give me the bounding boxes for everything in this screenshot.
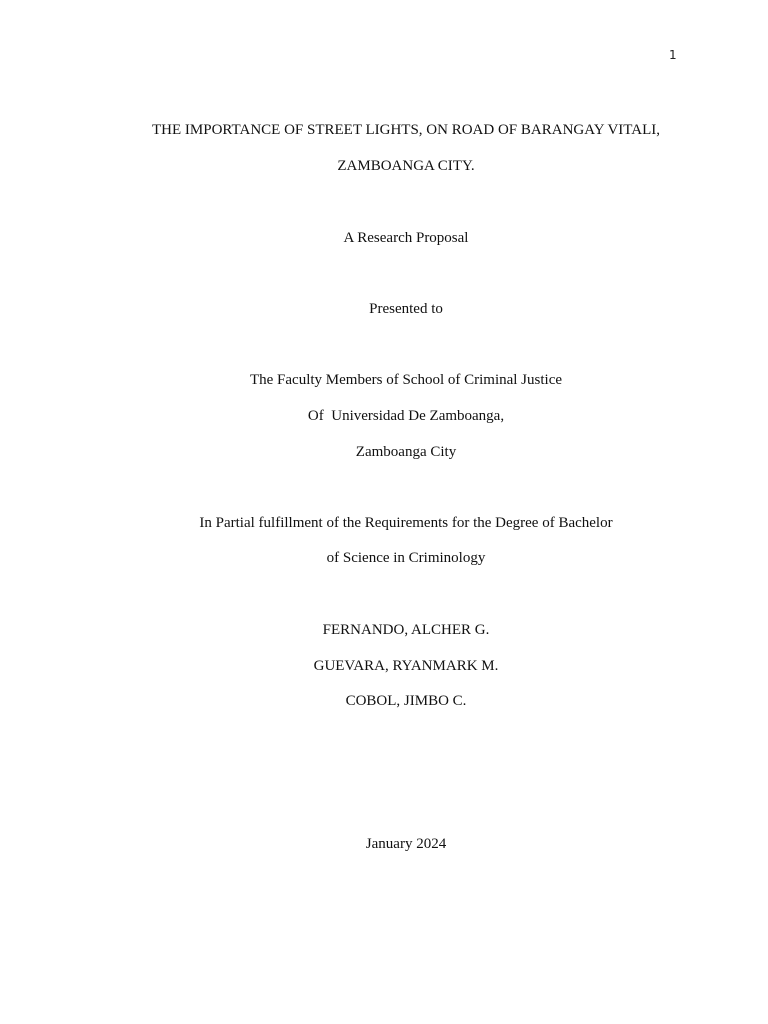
- fulfillment-line-1: In Partial fulfillment of the Requirements for the Degree of Bachelor: [199, 515, 613, 531]
- author-3: COBOL, JIMBO C.: [345, 693, 467, 709]
- title-line-1: THE IMPORTANCE OF STREET LIGHTS, ON ROAD OF BARANGAY VITALI,: [152, 122, 660, 138]
- institution-line-1: The Faculty Members of School of Criminal Justice: [249, 372, 563, 388]
- title-line-2: ZAMBOANGA CITY.: [337, 158, 475, 174]
- page-number: 1: [669, 48, 677, 62]
- presented-to: Presented to: [369, 301, 443, 317]
- institution-line-2: Of Universidad De Zamboanga,: [307, 408, 505, 424]
- date: January 2024: [365, 836, 447, 852]
- institution-line-3: Zamboanga City: [355, 444, 457, 460]
- author-2: GUEVARA, RYANMARK M.: [313, 658, 499, 674]
- document-type: A Research Proposal: [343, 230, 469, 246]
- fulfillment-line-2: of Science in Criminology: [326, 550, 486, 566]
- author-1: FERNANDO, ALCHER G.: [322, 622, 490, 638]
